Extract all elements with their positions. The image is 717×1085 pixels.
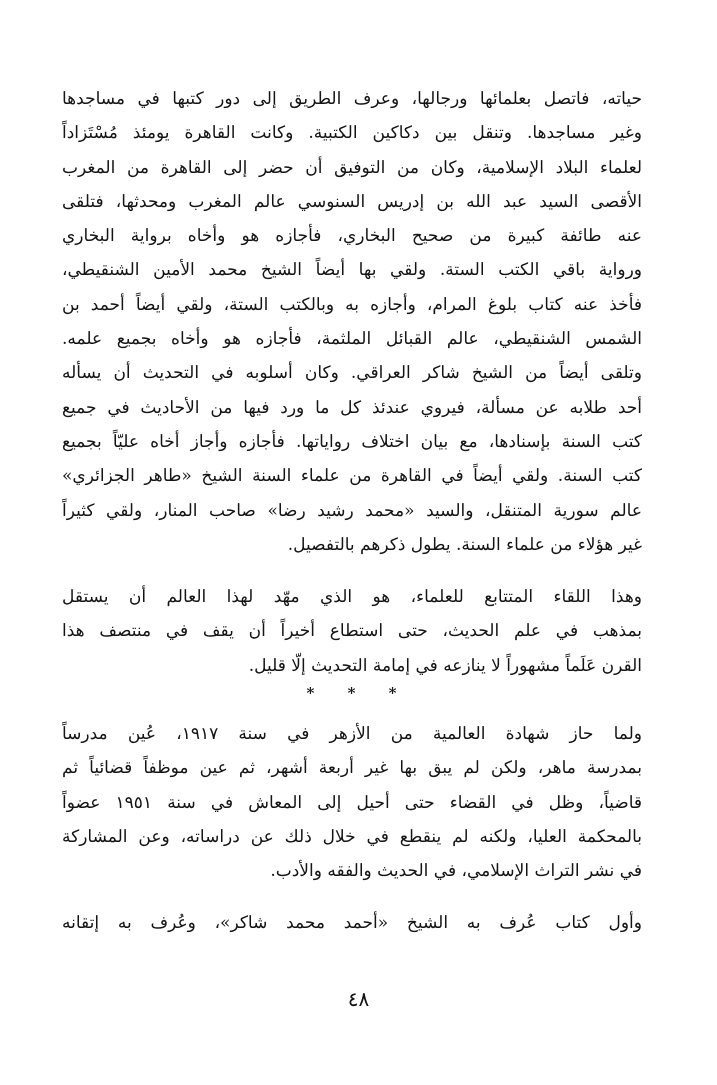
text-line: فأخذ عنه كتاب بلوغ المرام، وأجازه به وبالكتب الستة، ولقي أيضاً أحمد بن xyxy=(62,294,642,315)
text-line: ولما حاز شهادة العالمية من الأزهر في سنة ١٩١٧، عُين مدرساً xyxy=(62,724,642,744)
text-line: الأقصى السيد عبد الله بن إدريس السنوسي عالم المغرب ومحدثها، فتلقى xyxy=(62,191,642,212)
text-line: قاضياً، وظل في القضاء حتى أحيل إلى المعاش في سنة ١٩٥١ عضواً xyxy=(62,792,642,813)
text-line: في نشر التراث الإسلامي، في الحديث والفقه والأدب. xyxy=(270,861,642,882)
section-separator: * * * xyxy=(306,684,411,702)
text-line: عالم سورية المتنقل، والسيد «محمد رشيد رضا» صاحب المنار، ولقي كثيراً xyxy=(62,500,642,521)
text-line: بالمحكمة العليا، ولكنه لم ينقطع في خلال ذلك عن دراساته، وعن المشاركة xyxy=(62,826,642,847)
paragraph-1 xyxy=(62,82,642,562)
text-line: كتب السنة. ولقي أيضاً في القاهرة من علماء السنة الشيخ «طاهر الجزائري» xyxy=(62,466,642,487)
text-line: وهذا اللقاء المتتابع للعلماء، هو الذي مهّد لهذا العالم أن يستقل xyxy=(62,587,642,607)
text-line: غير هؤلاء من علماء السنة. يطول ذكرهم بالتفصيل. xyxy=(287,534,642,555)
text-line: القرن عَلَماً مشهوراً لا ينازعه في إمامة التحديث إلّا قليل. xyxy=(248,655,642,676)
page-number: ٤٨ xyxy=(347,987,370,1011)
text-line: ورواية باقي الكتب الستة. ولقي بها أيضاً الشيخ محمد الأمين الشنقيطي، xyxy=(62,260,642,281)
text-line: عنه طائفة كبيرة من صحيح البخاري، فأجازه هو وأخاه برواية البخاري xyxy=(62,226,642,247)
paragraph-2 xyxy=(62,580,642,683)
text-line: الشمس الشنقيطي، عالم القبائل الملثمة، فأجازه هو وأخاه بجميع علمه. xyxy=(62,329,642,350)
text-line: أحد طلابه عن مسألة، فيروي عندئذ كل ما ورد فيها من الأحاديث في جميع xyxy=(62,397,642,418)
text-line: بمدرسة ماهر، ولكن لم يبق بها غير أربعة أشهر، ثم عين موظفاً قضائياً ثم xyxy=(62,758,642,779)
paragraph-4 xyxy=(62,906,642,940)
text-line: وغير مساجدها. وتنقل بين دكاكين الكتبية. وكانت القاهرة يومئذ مُسْتَزاداً xyxy=(62,123,642,144)
text-line: حياته، فاتصل بعلمائها ورجالها، وعرف الطريق إلى دور كتبها في مساجدها xyxy=(62,89,642,109)
text-line: بمذهب في علم الحديث، حتى استطاع أخيراً أن يقف في منتصف هذا xyxy=(62,621,642,642)
text-line: وتلقى أيضاً من الشيخ شاكر العراقي. وكان أسلوبه في التحديث أن يسأله xyxy=(62,363,642,384)
paragraph-3 xyxy=(62,717,642,888)
text-line: كتب السنة بإسنادها، مع بيان اختلاف رواياتها. فأجازه وأجاز أخاه عليّاً بجميع xyxy=(62,431,642,452)
text-line: وأول كتاب عُرف به الشيخ «أحمد محمد شاكر»، وعُرف به إتقانه xyxy=(62,913,642,933)
text-line: لعلماء البلاد الإسلامية، وكان من التوفيق أن حضر إلى القاهرة من المغرب xyxy=(62,157,642,178)
